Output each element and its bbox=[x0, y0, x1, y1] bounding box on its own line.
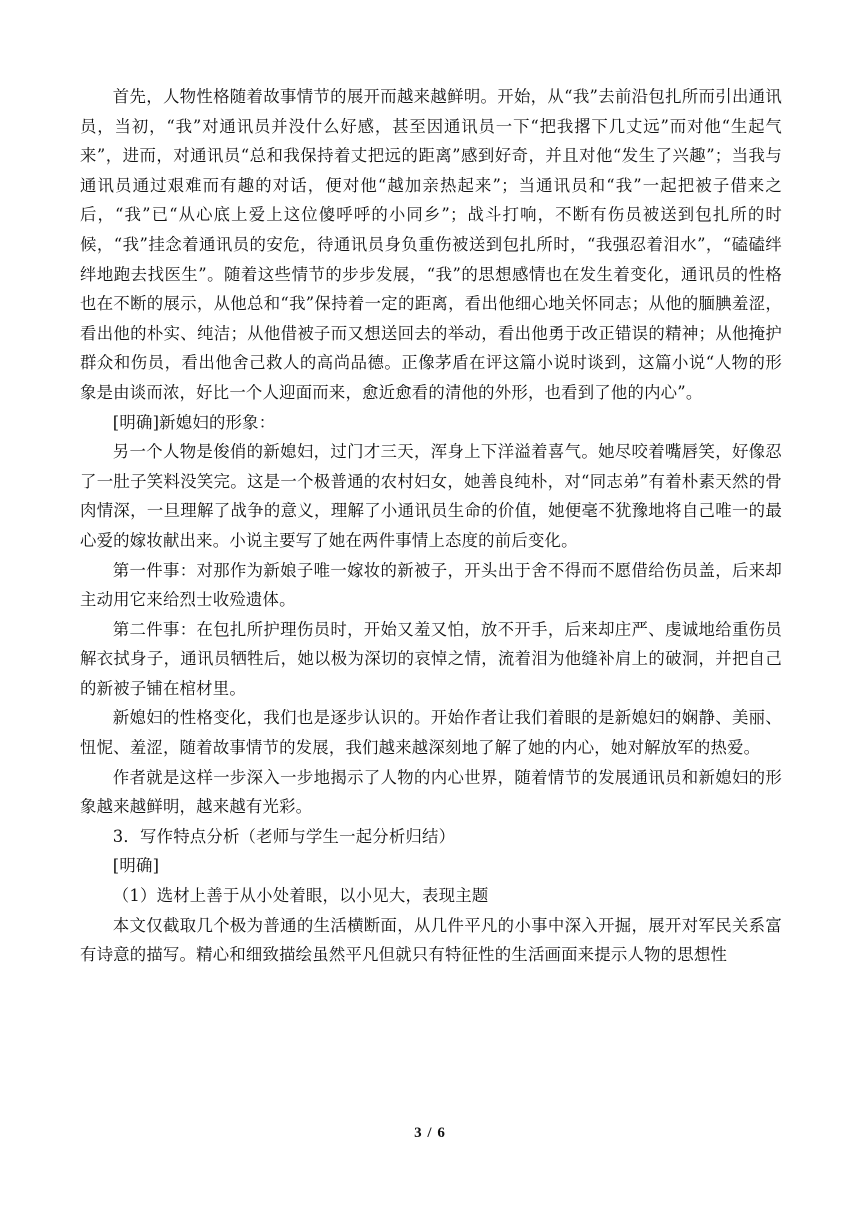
page-number: 3 / 6 bbox=[414, 1125, 446, 1141]
paragraph-character-development: 首先，人物性格随着故事情节的展开而越来越鲜明。开始，从“我”去前沿包扎所而引出通讯员，当初，“我”对通讯员并没什么好感，甚至因通讯员一下“把我撂下几丈远”而对他“生起气来”，进而，对通讯员“总和我保持着丈把远的距离”感到好奇，并且对他“发生了兴趣”；当我与通讯员通过艰难而有趣的对话，便对他“越加亲热起来”；当通讯员和“我”一起把被子借来之后，“我”已“从心底上爱上这位傻呼呼的小同乡”；战斗打响，不断有伤员被送到包扎所的时候，“我”挂念着通讯员的安危，待通讯员身负重伤被送到包扎所时，“我强忍着泪水”，“磕磕绊绊地跑去找医生”。随着这些情节的步步发展，“我”的思想感情也在发生着变化，通讯员的性格也在不断的展示，从他总和“我”保持着一定的距离，看出他细心地关怀同志；从他的腼腆羞涩，看出他的朴实、纯洁；从他借被子而又想送回去的举动，看出他勇于改正错误的精神；从他掩护群众和伤员，看出他舍己救人的高尚品德。正像茅盾在评这篇小说时谈到，这篇小说“人物的形象是由谈而浓，好比一个人迎面而来，愈近愈看的清他的外形，也看到了他的内心”。 bbox=[80, 87, 782, 402]
paragraph-bride-heading: [明确]新媳妇的形象： bbox=[112, 412, 276, 432]
paragraph-first-event: 第一件事：对那作为新娘子唯一嫁妆的新被子，开头出于舍不得而不愿借给伤员盖，后来却主动用它来给烈士收殓遗体。 bbox=[80, 560, 782, 610]
paragraph-author-summary: 作者就是这样一步深入一步地揭示了人物的内心世界，随着情节的发展通讯员和新媳妇的形象越来越鲜明，越来越有光彩。 bbox=[80, 767, 782, 817]
document-body bbox=[80, 82, 782, 970]
paragraph-second-event: 第二件事：在包扎所护理伤员时，开始又羞又怕，放不开手，后来却庄严、虔诚地给重伤员解衣拭身子，通讯员牺牲后，她以极为深切的哀悼之情，流着泪为他缝补肩上的破洞，并把自己的新被子铺在棺材里。 bbox=[80, 619, 782, 698]
subheading-material-selection: （1）选材上善于从小处着眼，以小见大，表现主题 bbox=[112, 886, 489, 906]
paragraph-bride-change: 新媳妇的性格变化，我们也是逐步认识的。开始作者让我们着眼的是新媳妇的娴静、美丽、忸怩、羞涩，随着故事情节的发展，我们越来越深刻地了解了她的内心，她对解放军的热爱。 bbox=[80, 708, 782, 758]
section-heading-writing-features: 3．写作特点分析（老师与学生一起分析归结） bbox=[112, 826, 456, 846]
paragraph-bride-description: 另一个人物是俊俏的新媳妇，过门才三天，浑身上下洋溢着喜气。她尽咬着嘴唇笑，好像忍了一肚子笑料没笑完。这是一个极普通的农村妇女，她善良纯朴，对“同志弟”有着朴素天然的骨肉情深，一旦理解了战争的意义，理解了小通讯员生命的价值，她便毫不犹豫地将自己唯一的最心爱的嫁妆献出来。小说主要写了她在两件事情上态度的前后变化。 bbox=[80, 442, 782, 550]
paragraph-material-selection: 本文仅截取几个极为普通的生活横断面，从几件平凡的小事中深入开掘，展开对军民关系富有诗意的描写。精心和细致描绘虽然平凡但就只有特征性的生活画面来提示人物的思想性 bbox=[80, 915, 782, 965]
paragraph-clarify-label: [明确] bbox=[112, 856, 160, 876]
